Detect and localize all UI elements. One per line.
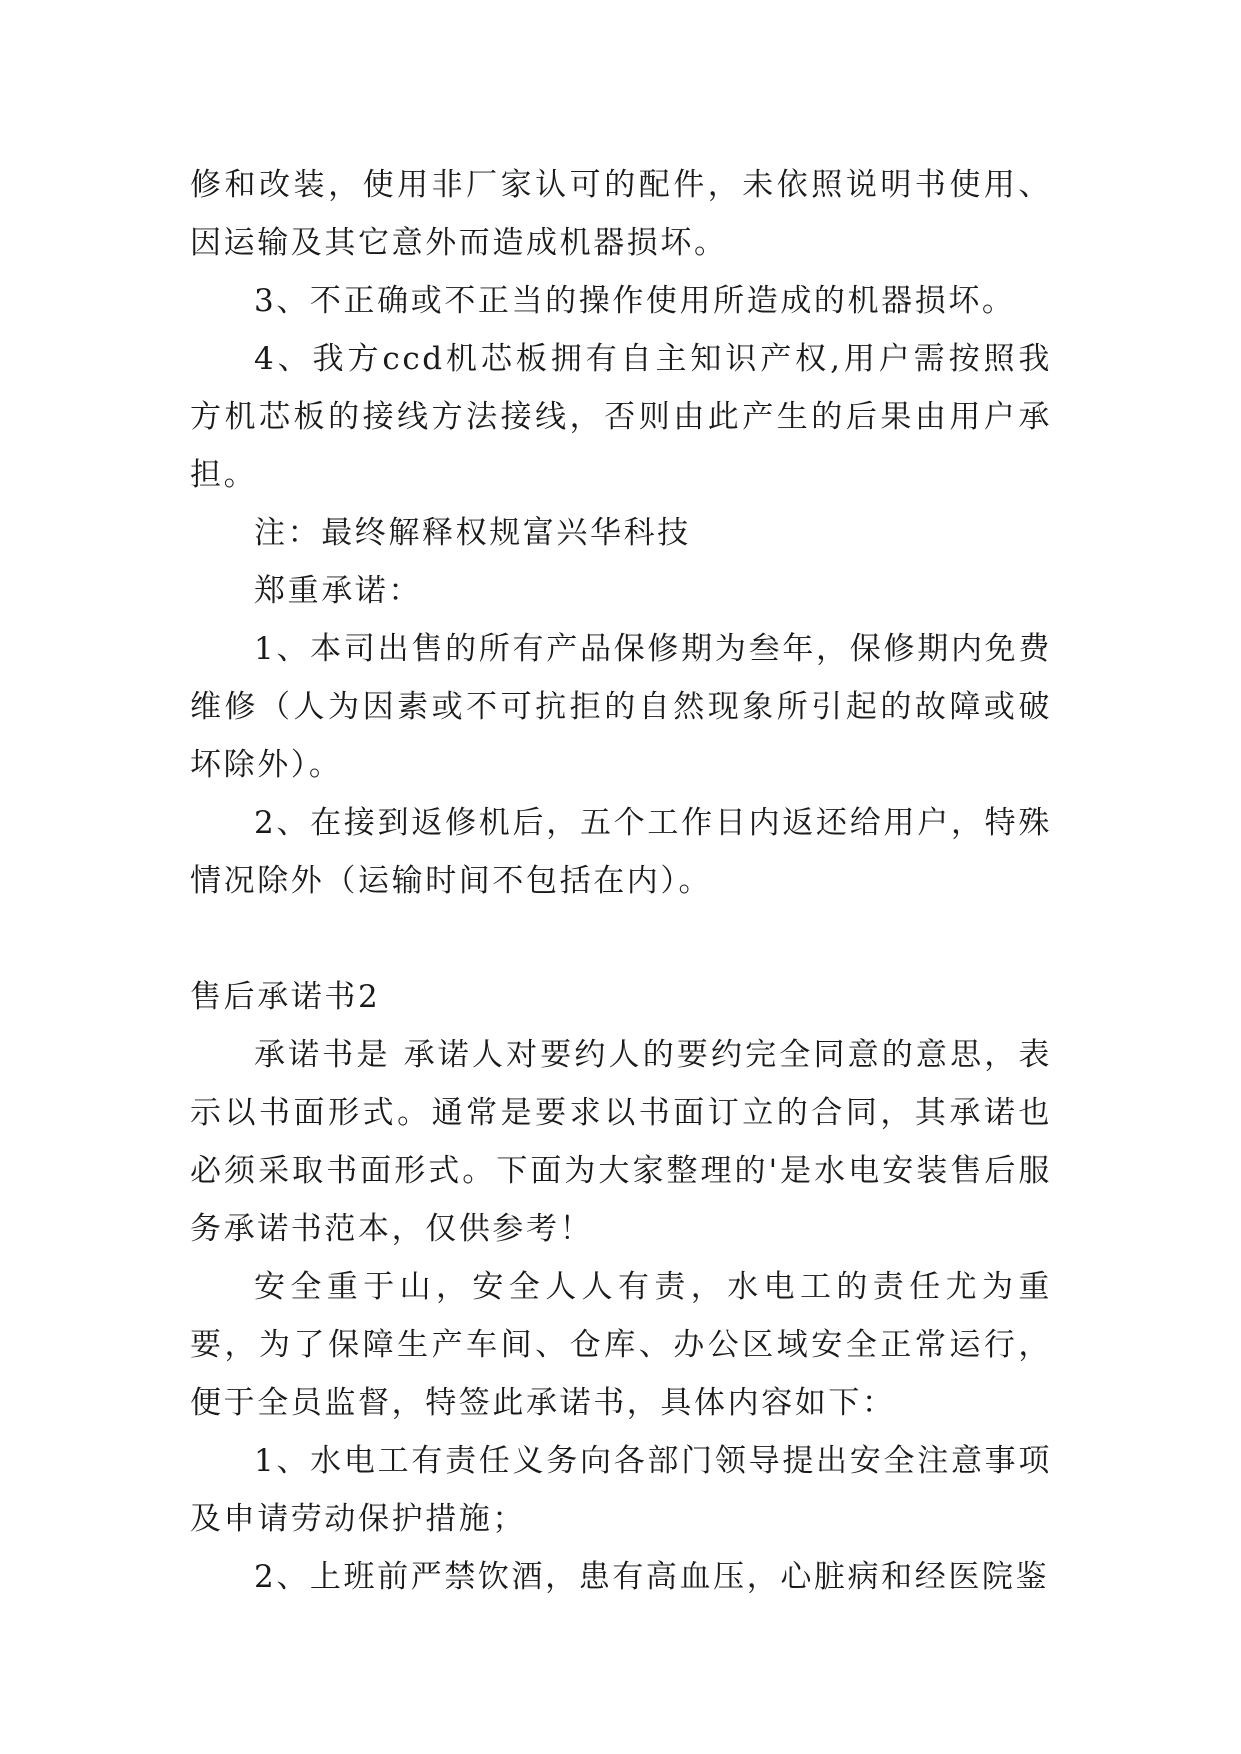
section-title: 售后承诺书2 — [190, 979, 381, 1015]
section-spacer — [190, 910, 1052, 968]
document-body — [190, 156, 1052, 1606]
paragraph-s2-1: 安全重于山，安全人人有责，水电工的责任尤为重要，为了保障生产车间、仓库、办公区域安全正常运行，便于全员监督，特签此承诺书，具体内容如下： — [190, 1269, 1052, 1421]
paragraph-s1-2: 4、我方ccd机芯板拥有自主知识产权,用户需按照我方机芯板的接线方法接线，否则由此产生的后果由用户承担。 — [190, 341, 1052, 493]
paragraph-s1-0: 修和改装，使用非厂家认可的配件，未依照说明书使用、因运输及其它意外而造成机器损坏。 — [190, 167, 1052, 261]
paragraph-s1-1: 3、不正确或不正当的操作使用所造成的机器损坏。 — [254, 283, 1016, 319]
paragraph-s2-2: 1、水电工有责任义务向各部门领导提出安全注意事项及申请劳动保护措施； — [190, 1443, 1052, 1537]
paragraph-s2-0: 承诺书是 承诺人对要约人的要约完全同意的意思，表示以书面形式。通常是要求以书面订立的合同，其承诺也必须采取书面形式。下面为大家整理的'是水电安装售后服务承诺书范本，仅供参考！ — [190, 1037, 1052, 1247]
paragraph-s1-5: 1、本司出售的所有产品保修期为叁年，保修期内免费维修（人为因素或不可抗拒的自然现象所引起的故障或破坏除外）。 — [190, 631, 1052, 783]
paragraph-s1-3: 注：最终解释权规富兴华科技 — [254, 515, 691, 551]
paragraph-s1-4: 郑重承诺： — [254, 573, 422, 609]
paragraph-s2-3: 2、上班前严禁饮酒，患有高血压，心脏病和经医院鉴 — [254, 1559, 1050, 1595]
paragraph-s1-6: 2、在接到返修机后，五个工作日内返还给用户，特殊情况除外（运输时间不包括在内）。 — [190, 805, 1052, 899]
